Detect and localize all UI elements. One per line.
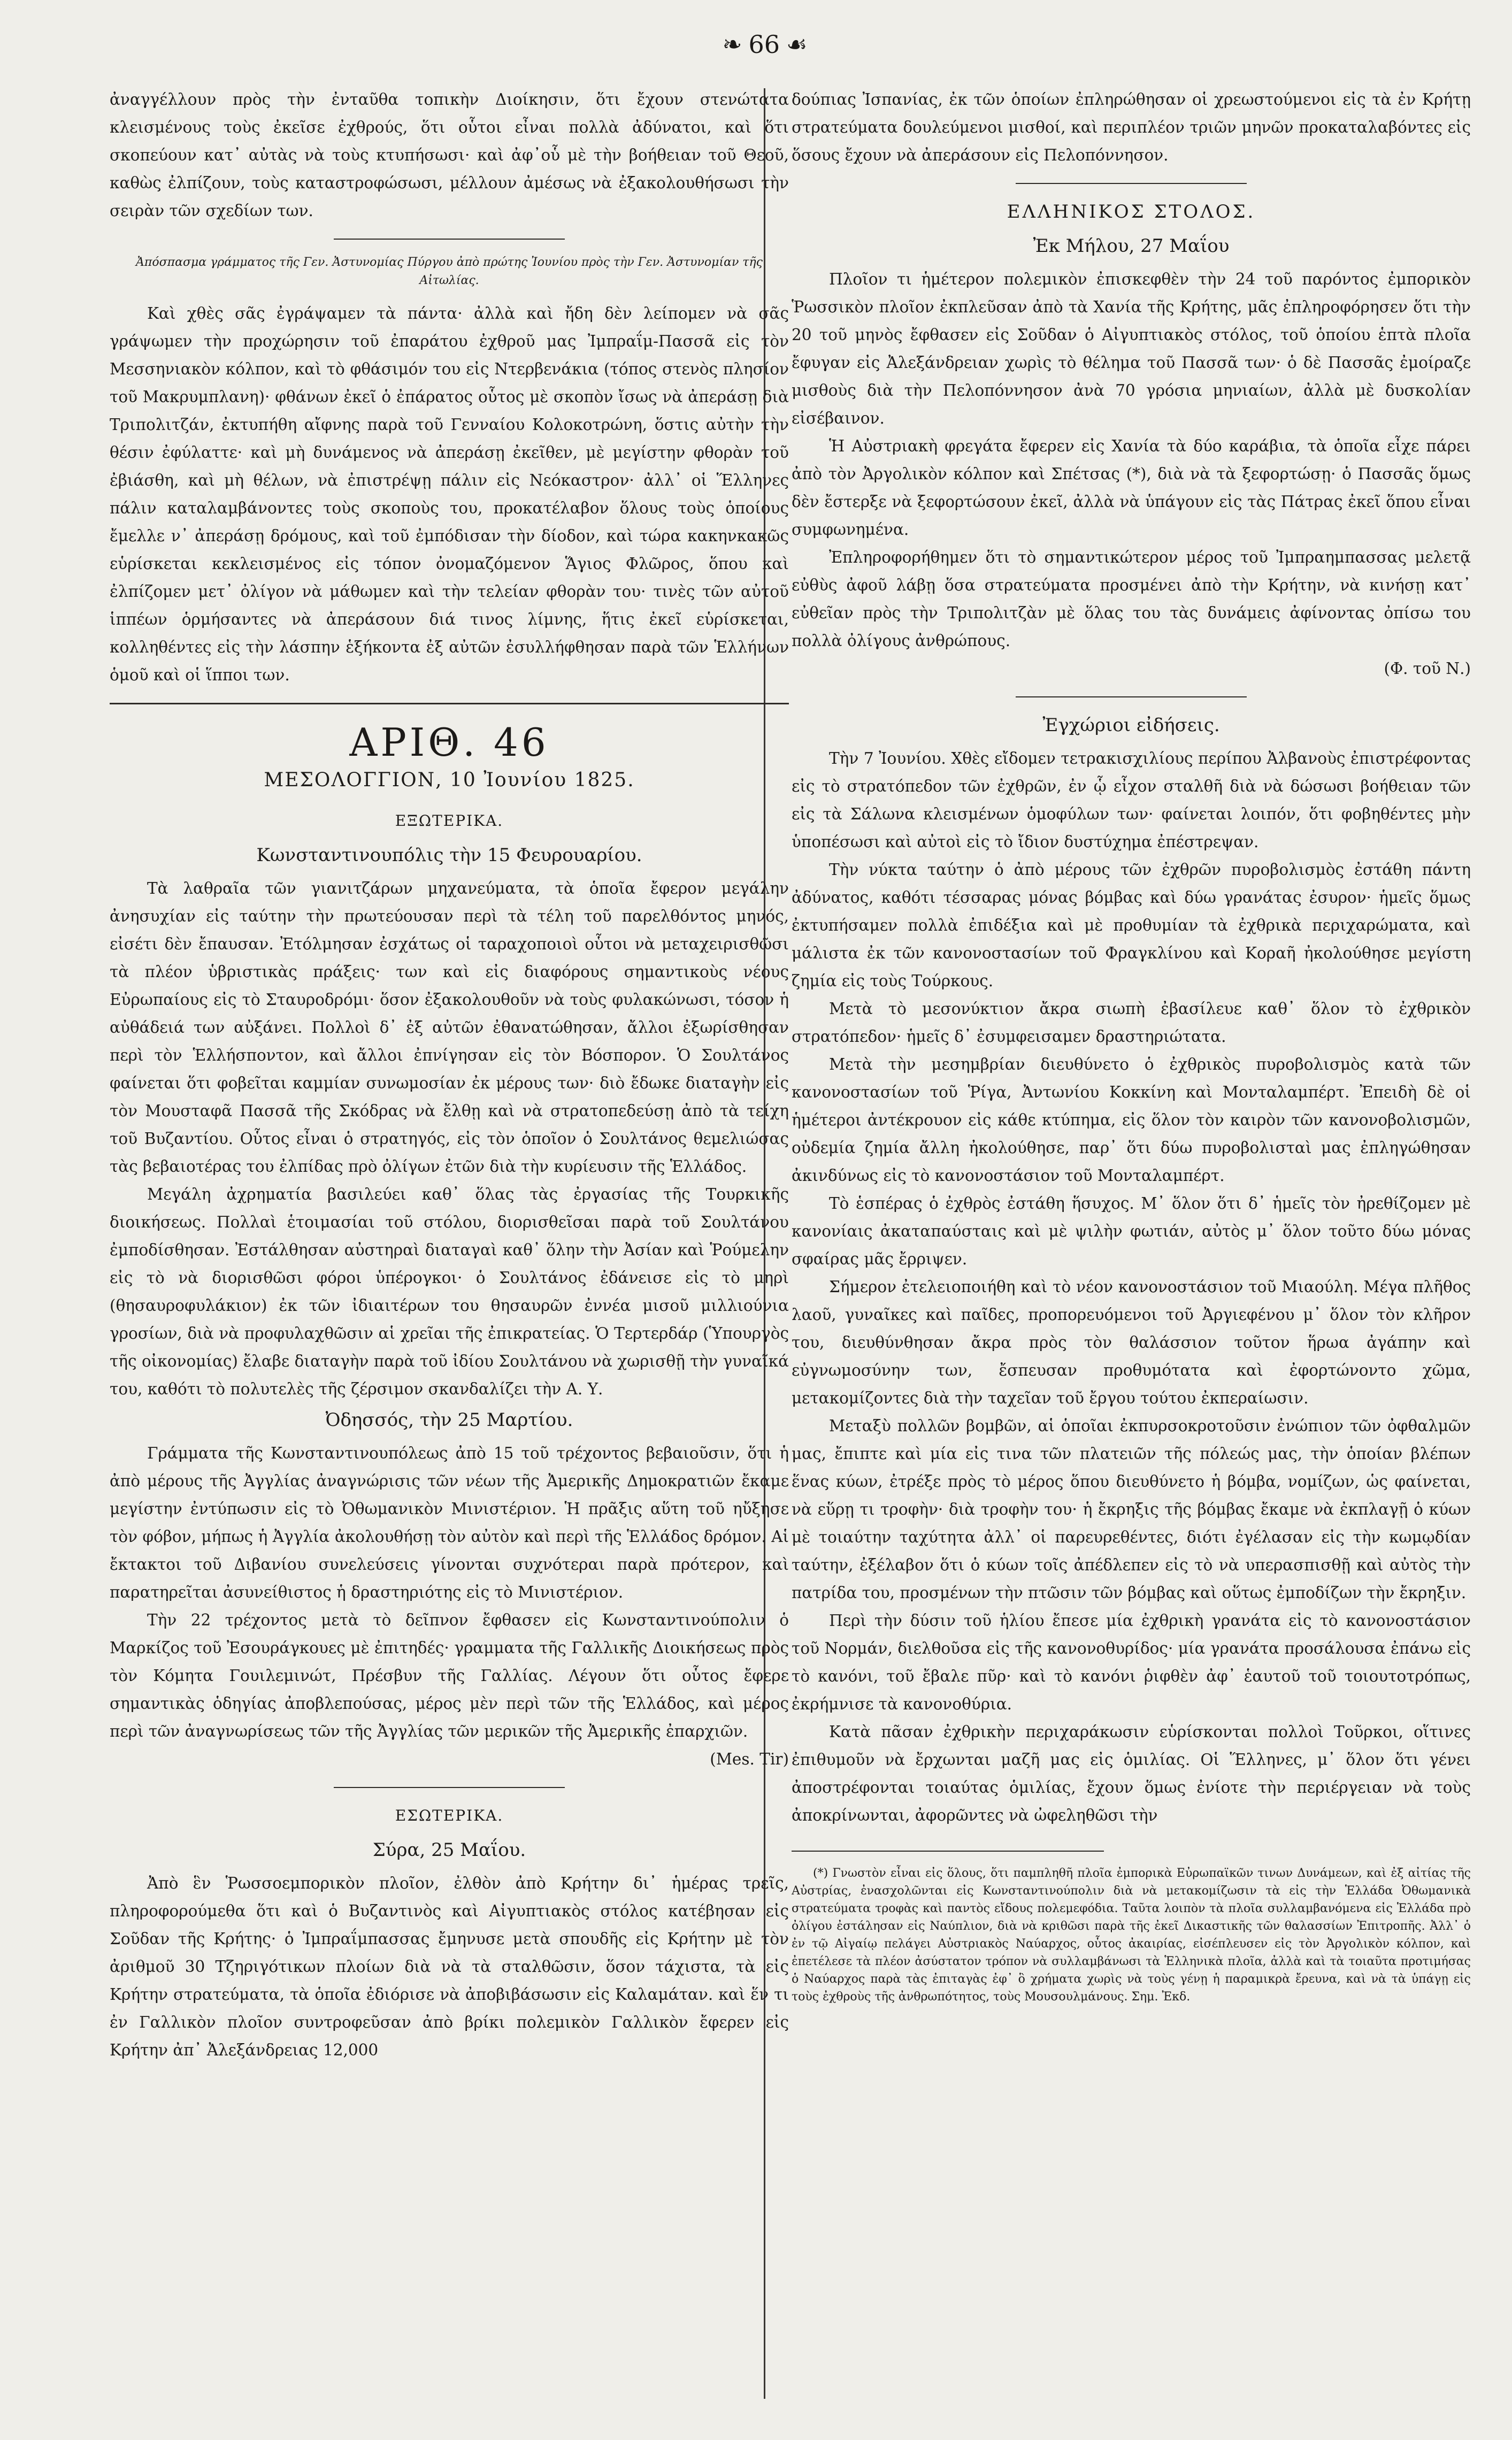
paragraph-local-5: Τὸ ἑσπέρας ὁ ἐχθρὸς ἐστάθη ἥσυχος. Μ᾽ ὅλον ὅτι δ᾽ ἡμεῖς τὸν ἠρεθίζομεν μὲ κανονίαις ἀκαταπαύσταις καὶ μὲ ψιλὴν φωτιάν, αὐτὸς μ᾽ ὅλον τοῦτο δύω μόνας σφαίρας μᾶς ἔρριψεν. — [792, 1194, 1471, 1268]
footnote-rule — [792, 1851, 1104, 1852]
paragraph-local-7: Μεταξὺ πολλῶν βομβῶν, αἱ ὁποῖαι ἐκπυρσοκροτοῦσιν ἐνώπιον τῶν ὀφθαλμῶν μας, ἔπιπτε καὶ μία εἰς τινα τῶν πλατειῶν τῆς πόλεώς μας, τὴν ὁποίαν βλέπων ἕνας κύων, ἐτρέξε πρὸς τὸ μέρος ὅπου διευθύνετο ἡ βόμβα, νομίζων, ὡς φαίνεται, νὰ εὕρῃ τι τροφὴν· διὰ τροφὴν του· ἡ ἔκρηξις τῆς βόμβας ἔκαμε νὰ ἐκπλαγῇ ὁ κύων μὲ τοιαύτην ταχύτητα ἀλλ᾽ οἱ παρευρεθέντες, διότι ἐγέλασαν εἰς τὴν κωμῳδίαν ταύτην, ἐξέλαβον ὅτι ὁ κύων τοῖς ἀπέδλεπεν εἰς τὸ νὰ υπερασπισθῇ καὶ αὐτὸς τὴν πατρίδα του, προσμένων τὴν πτῶσιν τῶν βόμβας καὶ οὕτως ἐμποδίζων τὴν ἔκρηξιν. — [792, 1417, 1471, 1602]
paragraph-local-4: Μετὰ τὴν μεσημβρίαν διευθύνετο ὁ ἐχθρικὸς πυροβολισμὸς κατὰ τῶν κανονοστασίων τοῦ Ῥίγα, Ἀντωνίου Κοκκίνη καὶ Μονταλαμπέρτ. Ἐπειδὴ δὲ οἱ ἡμέτεροι ἀντέκρουον εἰς κάθε κτύπημα, εἰς ὅλον τὸν καιρὸν τῶν κανονοβολισμῶν, οὐδεμία ζημία ἄλλη ἠκολούθησε, παρ᾽ ὅτι δύω πυροβολισταὶ μας ἐπληγώθησαν ἀκινδύνως εἰς τὸ κανονοστάσιον τοῦ Μονταλαμπέρτ. — [792, 1055, 1471, 1185]
footnote: (*) Γνωστὸν εἶναι εἰς ὅλους, ὅτι παμπληθῆ πλοῖα ἐμπορικὰ Εὐρωπαϊκῶν τινων Δυνάμεων, καὶ ἐξ αἰτίας τῆς Αὐστρίας, ἐνασχολῶνται εἰς Κωνσταντινούπολιν διὰ νὰ μετακομίζωσιν τὰ εἰς τὴν Ἑλλάδα Ὀθωμανικὰ στρατεύματα τροφὰς καὶ παντὸς εἴδους πολεμεφόδια. Ταῦτα λοιπὸν τὰ πλοῖα συλλαμβανόμενα εἰς Ἑλλάδα πρὸ ὀλίγου ἐστάλησαν εἰς Ναύπλιον, διὰ νὰ κριθῶσι παρὰ τῆς ἐκεῖ Δικαστικῆς τῶν θαλασσίων Ἐπιτροπῆς. Ἀλλ᾽ ὁ ἐν τῷ Αἰγαίῳ πελάγει Αὐστριακὸς Ναύαρχος, οὗτος ἀκαιρίας, εἰσέπλευσεν εἰς τὸν Ἀργολικὸν κόλπον, καὶ ἐπετέλεσε τὰ πλέον ἀσύστατον τρόπον νὰ συλλαμβάνωσι τὰ Ἑλληνικὰ πλοῖα, ἀλλὰ καὶ τὰ τοιαῦτα προτιμήσας ὁ Ναύαρχος παρὰ τὰς ἐπιταγὰς ἐφ᾽ ὃ χρήματα χωρὶς νὰ τοὺς γένῃ ἡ παραμικρὰ ἔρευνα, καὶ νὰ τὰ ὑπάγῃ εἰς τοὺς ἐχθροὺς τῆς ἀνθρωπότητος, τοὺς Μουσουλμάνους. Σημ. Ἐκδ. — [792, 1867, 1471, 2004]
paragraph-milos-1: Πλοῖον τι ἡμέτερον πολεμικὸν ἐπισκεφθὲν τὴν 24 τοῦ παρόντος ἐμπορικὸν Ῥωσσικὸν πλοῖον ἐκπλεῦσαν ἀπὸ τὰ Χανία τῆς Κρήτης, μᾶς ἐπληροφόρησεν ὅτι τὴν 20 τοῦ μηνὸς ἔφθασεν εἰς Σοῦδαν ὁ Αἰγυπτιακὸς στόλος, τοῦ ὁποίου ἑπτὰ πλοῖα ἔφυγαν εἰς Ἀλεξάνδρειαν χωρὶς τὸ θέλημα τοῦ Πασσᾶ των· ὁ δὲ Πασσᾶς ἐμοίραζε μισθοὺς διὰ τὴν Πελοπόννησον ἀνὰ 70 γρόσια μηνιαίων, ἀλλὰ μὲ δυσκολίαν εἰσέβαινον. — [792, 270, 1471, 427]
ornament-left-icon: ❧ — [722, 30, 742, 58]
dateline-syra: Σύρα, 25 Μαΐου. — [372, 1839, 526, 1861]
paragraph-milos-3: Ἐπληροφορήθημεν ὅτι τὸ σημαντικώτερον μέρος τοῦ Ἰμπραημπασσας μελετᾷ εὐθὺς ἀφοῦ λάβῃ ὅσα στρατεύματα προσμένει ἀπὸ τὴν Κρήτην, νὰ κινήσῃ κατ᾽ εὐθεῖαν πρὸς τὴν Τριπολιτζὰν μὲ ὅλας του τὰς δυνάμεις ἀφίνοντας ὀπίσω του πολλὰ ὀλίγους ἀνθρώπους. — [792, 548, 1471, 650]
dateline-odessa: Ὀδησσός, τὴν 25 Μαρτίου. — [325, 1409, 573, 1431]
separator — [334, 239, 565, 240]
paragraph-syra-1: Ἀπὸ ἓν Ῥωσσοεμπορικὸν πλοῖον, ἐλθὸν ἀπὸ Κρήτην δι᾽ ἡμέρας τρεῖς, πληροφορούμεθα ὅτι καὶ ὁ Βυζαντινὸς καὶ Αἰγυπτιακὸς στόλος κατέβησαν εἰς Σοῦδαν τῆς Κρήτης· ὁ Ἰμπραΐμπασσας ἔμηνυσε μετὰ σπουδῆς εἰς Κρήτην μὲ τὸν ἀριθμοῦ 30 Τζηριγότικων πλοίων διὰ νὰ τὰ σταλθῶσιν, ὅσον τάχιστα, τὰ εἰς Κρήτην στρατεύματα, τὰ ὁποῖα ἐδιόρισε νὰ ἀποβιβάσωσιν εἰς Καλαμάταν. καὶ ἕν τι ἐν Γαλλικὸν πλοῖον συντροφεῦσαν ἀπὸ βρίκι πολεμικὸν Γαλλικὸν ἔφερεν εἰς Κρήτην ἀπ᾽ Ἀλεξάνδρειας 12,000 — [110, 1874, 789, 2059]
issue-place-date: ΜΕΣΟΛΟΓΓΙΟΝ, 10 Ἰουνίου 1825. — [264, 769, 635, 791]
paragraph-odessa-1: Γράμματα τῆς Κωνσταντινουπόλεως ἀπὸ 15 τοῦ τρέχοντος βεβαιοῦσιν, ὅτι ἡ ἀπὸ μέρους τῆς Ἀγγλίας ἀναγνώρισις τῶν νέων τῆς Ἀμερικῆς Δημοκρατιῶν ἔκαμε μεγίστην ἐντύπωσιν εἰς τὸ Ὀθωμανικὸν Μινιστέριον. Ἡ πρᾶξις αὕτη τοῦ ηὔξησε τὸν φόβον, μήπως ἡ Ἀγγλία ἀκολουθήσῃ τὸν αὐτὸν καὶ περὶ τῆς Ἑλλάδος δρόμον. Αἱ ἔκτακτοι τοῦ Διβανίου συνελεύσεις γίνονται συχνότεραι παρὰ πρότερον, καὶ παρατηρεῖται ἀσυνείθιστος ἡ δραστηριότης εἰς τὸ Μινιστέριον. — [110, 1444, 789, 1601]
separator — [334, 1787, 565, 1788]
right-column — [792, 86, 1471, 2401]
issue-number: ΑΡΙΘ. 46 — [349, 720, 549, 765]
paragraph-local-6: Σήμερον ἐτελειοποιήθη καὶ τὸ νέον κανονοστάσιον τοῦ Μιαούλη. Μέγα πλῆθος λαοῦ, γυναῖκες καὶ παῖδες, προπορευόμενοι τοῦ Ἀργιεφένου μ᾽ ὅλον τὸν κλῆρον του, διευθύνθησαν ἄκρα πρὸς τὸν θαλάσσιον τοῦτον ἥρωα ἀγάπην καὶ εὐγνωμοσύνην των, ἔσπευσαν προθυμότατα καὶ ἐφορτώνοντο χῶμα, μετακομίζοντες διὰ τὴν ταχεῖαν τοῦ ἔργου τούτου ἐκπεραίωσιν. — [792, 1278, 1471, 1407]
section-local-news: Ἐγχώριοι εἰδήσεις. — [1042, 715, 1220, 736]
left-column — [110, 86, 789, 2401]
paragraph-local-9: Κατὰ πᾶσαν ἐχθρικὴν περιχαράκωσιν εὑρίσκονται πολλοὶ Τοῦρκοι, οἵτινες ἐπιθυμοῦν νὰ ἔρχωνται μαζῆ μας εἰς ὁμιλίας. Οἱ Ἕλληνες, μ᾽ ὅλον ὅτι γένει ἀποστρέφονται τοιαύτας ὁμιλίας, ἔχουν ὅμως ἐνίοτε τὴν περιέργειαν νὰ τοὺς ἀποκρίνωνται, ἀφορῶντες νὰ ὠφεληθῶσι τὴν — [792, 1723, 1471, 1824]
extract-paragraph: Καὶ χθὲς σᾶς ἐγράψαμεν τὰ πάντα· ἀλλὰ καὶ ἤδη δὲν λείπομεν νὰ σᾶς γράψωμεν τὴν προχώρησιν τοῦ ἐπαράτου ἐχθροῦ μας Ἰμπραΐμ-Πασσᾶ εἰς τὸν Μεσσηνιακὸν κόλπον, καὶ τὸ φθάσιμόν του εἰς Ντερβενάκια (τόπος στενὸς πλησίον τοῦ Μακρυμπλανη)· φθάνων ἐκεῖ ὁ ἐπάρατος οὗτος μὲ σκοπὸν ἴσως νὰ ἀπεράσῃ διὰ Τριπολιτζάν, ἐκτυπήθη αἴφνης παρὰ τοῦ Γενναίου Κολοκοτρώνη, ὅστις αὐτὴν τὴν θέσιν ἐφύλαττε· καὶ μὴ δυνάμενος νὰ ἀπεράσῃ ἐκεῖθεν, μὲ μεγίστην φθορὰν τοῦ ἐβιάσθη, καὶ μὴ θέλων, νὰ ἐπιστρέψῃ πάλιν εἰς Νεόκαστρον· ἀλλ᾽ οἱ Ἕλληνες πάλιν καταλαμβάνοντες τοὺς σκοποὺς του, προκατέλαβον ὅλους τοὺς ὁποίους ἔμελλε ν᾽ ἀπεράσῃ δρόμους, καὶ τοῦ ἐμπόδισαν τὴν δίοδον, καὶ τώρα κακηνκακῶς εὑρίσκεται κεκλεισμένος εἰς τόπον ὀνομαζόμενον Ἅγιος Φλῶρος, ὅπου καὶ ἐλπίζομεν μετ᾽ ὀλίγον νὰ μάθωμεν καὶ τὴν τελείαν φθορὰν του· τινὲς τῶν αὐτοῦ ἱππέων ὁρμήσαντες νὰ ἀπεράσουν διά τινος λίμνης, ἥτις ἐκεῖ εὑρίσκεται, κολληθέντες εἰς τὴν λάσπην ἑξήκοντα ἐξ αὐτῶν ἐσυλλήφθησαν παρὰ τῶν Ἑλλήνων ὁμοῦ καὶ οἱ ἵπποι των. — [110, 304, 789, 684]
paragraph-milos-2: Ἡ Αὐστριακὴ φρεγάτα ἔφερεν εἰς Χανία τὰ δύο καράβια, τὰ ὁποῖα εἶχε πάρει ἀπὸ τὸν Ἀργολικὸν κόλπον καὶ Σπέτσας (*), διὰ νὰ τὰ ξεφορτώσῃ· ὁ Πασσᾶς ὅμως δὲν ἔστερξε νὰ ξεφορτώσουν ἐκεῖ, ἀλλὰ νὰ ὑπάγουν εἰς τὰς Πάτρας ἐκεῖ ὅπου εἶναι συμφωνημένα. — [792, 437, 1471, 539]
dateline-constantinople: Κωνσταντινουπόλις τὴν 15 Φευρουαρίου. — [256, 845, 642, 866]
paragraph-local-3: Μετὰ τὸ μεσονύκτιον ἄκρα σιωπὴ ἐβασίλευε καθ᾽ ὅλον τὸ ἐχθρικὸν στρατόπεδον· ἡμεῖς δ᾽ ἐσυμφεισαμεν δραστηριώτατα. — [792, 1000, 1471, 1046]
section-domestic: ΕΣΩΤΕΡΙΚΑ. — [395, 1807, 504, 1824]
separator — [110, 703, 789, 704]
separator — [1016, 696, 1247, 697]
separator — [1016, 183, 1247, 184]
extract-caption: Ἀπόσπασμα γράμματος τῆς Γεν. Ἀστυνομίας Πύργου ἀπὸ πρώτης Ἰουνίου πρὸς τὴν Γεν. Ἀστυνομίαν τῆς Αἰτωλίας. — [136, 256, 763, 287]
dateline-milos: Ἐκ Μήλου, 27 Μαΐου — [1033, 235, 1230, 257]
signature-milos: (Φ. τοῦ Ν.) — [1384, 659, 1471, 678]
page-number-header — [701, 15, 829, 74]
section-fleet: ΕΛΛΗΝΙΚΟΣ ΣΤΟΛΟΣ. — [1007, 201, 1256, 222]
paragraph-local-1: Τὴν 7 Ἰουνίου. Χθὲς εἴδομεν τετρακισχιλίους περίπου Ἀλβανοὺς ἐπιστρέφοντας εἰς τὸ στρατόπεδον τῶν ἐχθρῶν, ἐν ᾧ εἶχον σταλθῆ διὰ νὰ δώσωσι βοήθειαν τῶν εἰς τὰ Σάλωνα κλεισμένων ὁμοφύλων των· φαίνεται λοιπόν, ὅτι φοβηθέντες μὴν ὑποπέσωσι καὶ αὐτοὶ εἰς τὸ ἴδιον δυστύχημα ἐπέστρεψαν. — [792, 749, 1471, 851]
source-attribution: (Mes. Tir) — [710, 1750, 789, 1768]
paragraph-local-8: Περὶ τὴν δύσιν τοῦ ἡλίου ἔπεσε μία ἐχθρικὴ γρανάτα εἰς τὸ κανονοστάσιον τοῦ Νορμάν, διελθοῦσα εἰς τῆς κανονοθυρίδος· μία γρανάτα προσάλουσα ἐπάνω εἰς τὸ κανόνι, τοῦ ἔβαλε πῦρ· καὶ τὸ κανόνι ῥιφθὲν ἀφ᾽ ἑαυτοῦ τοῦ τοιουτοτρόπως, ἐκρήμνισε τὰ κανονοθύρια. — [792, 1612, 1471, 1713]
paragraph-constantinople-1: Τὰ λαθραῖα τῶν γιανιτζάρων μηχανεύματα, τὰ ὁποῖα ἔφερον μεγάλην ἀνησυχίαν εἰς ταύτην τὴν πρωτεύουσαν περὶ τὰ τέλη τοῦ παρελθόντος μηνός, εἰσέτι δὲν ἔπαυσαν. Ἐτόλμησαν ἐσχάτως οἱ ταραχοποιοὶ οὗτοι νὰ μεταχειρισθῶσι τὰ πλέον ὑβριστικὰς πράξεις· των καὶ εἰς διαφόρους σημαντικοὺς νέους Εὐρωπαίους εἰς τὸ Σταυροδρόμι· ὅσον ἐξακολουθοῦν νὰ τοὺς φυλακώνωσι, τόσον ἡ αὐθάδειά των αὐξάνει. Πολλοὶ δ᾽ ἐξ αὐτῶν ἐθανατώθησαν, ἄλλοι ἐξωρίσθησαν περὶ τὸν Ἑλλήσποντον, καὶ ἄλλοι ἐπνίγησαν εἰς τὸν Βόσπορον. Ὁ Σουλτάνος φαίνεται ὅτι φοβεῖται καμμίαν συνωμοσίαν ἐκ μέρους των· διὸ ἔδωκε διαταγὴν εἰς τὸν Μουσταφᾶ Πασσᾶ τῆς Σκόδρας νὰ ἔλθῃ καὶ νὰ στρατοπεδεύσῃ ἀπὸ τὰ τείχη τοῦ Βυζαντίου. Οὗτος εἶναι ὁ στρατηγός, εἰς τὸν ὁποῖον ὁ Σουλτάνος θεμελιώσας τὰς βεβαιοτέρας του ἐλπίδας πρὸ ὀλίγων ἐτῶν διὰ τὴν κυρίευσιν τῆς Ἑλλάδος. — [110, 879, 789, 1176]
paragraph-local-2: Τὴν νύκτα ταύτην ὁ ἀπὸ μέρους τῶν ἐχθρῶν πυροβολισμὸς ἐστάθη πάντη ἀδύνατος, καθότι τέσσαρας μόνας βόμβας καὶ δύω γρανάτας ἐσυρον· ἡμεῖς ὅμως ἐκτυπήσαμεν πολλὰ ἐπιδέξια καὶ μὲ προθυμίαν τὰ ἐχθρικὰ περιχαρώματα, καὶ μάλιστα ἐκ τῶν κανονοστασίων τοῦ Φραγκλίνου καὶ Κοραῆ ἠκολούθησε μεγίστη ζημία εἰς τοὺς Τούρκους. — [792, 861, 1471, 990]
paragraph-odessa-2: Τὴν 22 τρέχοντος μετὰ τὸ δεῖπνον ἔφθασεν εἰς Κωνσταντινούπολιν ὁ Μαρκίζος τοῦ Ἐσουράγκουες μὲ ἐπιτηδές· γραμματα τῆς Γαλλικῆς Διοικήσεως πρὸς τὸν Κόμητα Γουιλεμινώτ, Πρέσβυν τῆς Γαλλίας. Λέγουν ὅτι οὗτος ἔφερε σημαντικὰς ὁδηγίας ἀποβλεπούσας, μέρος μὲν περὶ τῶν τῆς Ἑλλάδος, καὶ μέρος περὶ τῶν ἀναγνωρίσεως τῶν τῆς Ἀγγλίας τῶν μερικῶν τῆς Ἀμερικῆς ἐπαρχιῶν. — [110, 1611, 789, 1740]
ornament-right-icon: ☙ — [786, 30, 808, 58]
continuation-paragraph: δούπιας Ἰσπανίας, ἐκ τῶν ὁποίων ἐπληρώθησαν οἱ χρεωστούμενοι εἰς τὰ ἐν Κρήτῃ στρατεύματα δουλεύμενοι μισθοί, καὶ περιπλέον τριῶν μηνῶν προκαταλαβόντες εἰς ὅσους ἔχουν νὰ ἀπεράσουν εἰς Πελοπόννησον. — [792, 90, 1471, 164]
page-number: 66 — [748, 30, 780, 59]
section-foreign: ΕΞΩΤΕΡΙΚΑ. — [395, 812, 504, 830]
paragraph-constantinople-2: Μεγάλη ἀχρηματία βασιλεύει καθ᾽ ὅλας τὰς ἐργασίας τῆς Τουρκικῆς διοικήσεως. Πολλαὶ ἑτοιμασίαι τοῦ στόλου, διορισθεῖσαι παρὰ τοῦ Σουλτάνου ἐμποδίσθησαν. Ἐστάλθησαν αὐστηραὶ διαταγαὶ καθ᾽ ὅλην τὴν Ἀσίαν καὶ Ῥούμελην εἰς τὸ νὰ διορισθῶσι φόροι ὑπέρογκοι· ὁ Σουλτάνος ἐδάνεισε εἰς τὸ μηρὶ (θησαυροφυλάκιον) ἐκ τῶν ἰδιαιτέρων του θησαυρῶν ἐννέα μισοῦ μιλλιούνια γροσίων, διὰ νὰ προφυλαχθῶσιν αἱ χρεῖαι τῆς ἐπικρατείας. Ὁ Τερτερδάρ (Ὑπουργὸς τῆς οἰκονομίας) ἔλαβε διαταγὴν παρὰ τοῦ ἰδίου Σουλτάνου νὰ χωρισθῇ τὴν γυναῖκά του, καθότι τὸ πολυτελὲς τῆς ζέρσιμον σκανδαλίζει τὴν Α. Υ. — [110, 1185, 789, 1398]
intro-paragraph: ἀναγγέλλουν πρὸς τὴν ἐνταῦθα τοπικὴν Διοίκησιν, ὅτι ἔχουν στενώτατα κλεισμένους τοὺς ἐκεῖσε ἐχθρούς, ὅτι οὗτοι εἶναι πολλὰ ἀδύνατοι, καὶ ὅτι σκοπεύουν κατ᾽ αὐτὰς νὰ τοὺς κτυπήσωσι· καὶ ἀφ᾽οὗ μὲ τὴν βοήθειαν τοῦ Θεοῦ, καθὼς ἐλπίζουν, τοὺς καταστροφώσωσι, μέλλουν ἀμέσως νὰ ἐξακολουθήσωσι τὴν σειρὰν τῶν σχεδίων των. — [110, 90, 789, 220]
